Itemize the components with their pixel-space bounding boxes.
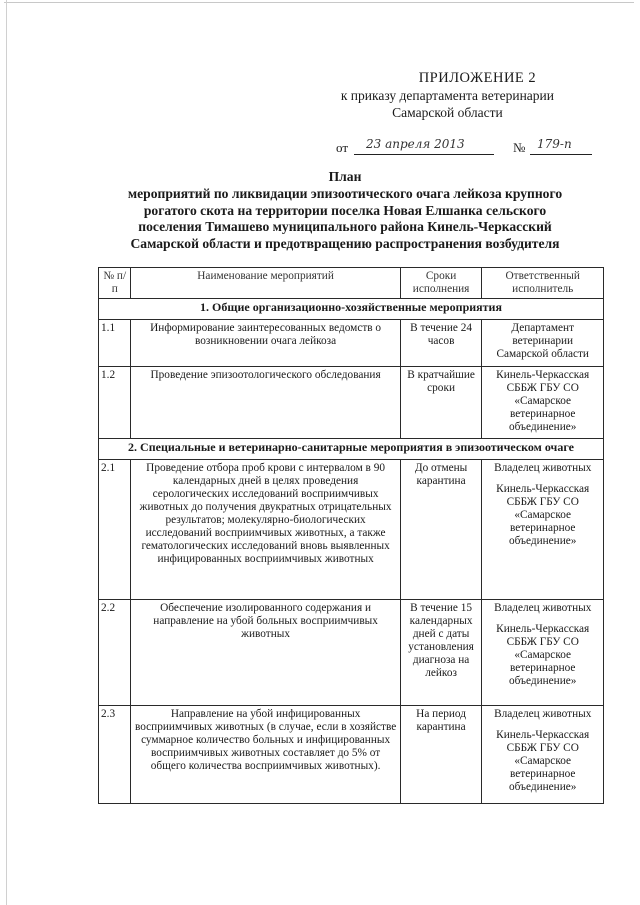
- row-owner: Владелец животных: [494, 602, 592, 614]
- section-row: [99, 299, 604, 320]
- from-label: от: [336, 140, 349, 155]
- row-owner: Владелец животных: [494, 708, 592, 720]
- row-term: В течение 24 часов: [400, 320, 482, 367]
- section-2-title: 2. Специальные и ветеринарно-санитарные мероприятия в эпизоотическом очаге: [99, 439, 604, 460]
- row-term: В течение 15 календарных дней с даты установления диагноза на лейкоз: [400, 600, 482, 706]
- row-name: Проведение отбора проб крови с интервалом в 90 календарных дней в целях проведения серологических исследований восприимчивых животных до получения двукратных отрицательных результатов; молекулярно-биологических исследований восприимчивых животных, а также гематологических исследований вновь выявленных инфицированных восприимчивых животных: [131, 460, 400, 600]
- spacer: [485, 721, 600, 729]
- row-term: До отмены карантина: [400, 460, 482, 600]
- row-number: 2.1: [99, 460, 131, 600]
- row-responsible-org: Кинель-Черкасская СББЖ ГБУ СО «Самарское ветеринарное объединение»: [496, 483, 590, 547]
- spacer: [485, 615, 600, 623]
- row-name: Направление на убой инфицированных восприимчивых животных (в случае, если в хозяйстве суммарное количество больных и инфицированных восприимчивых животных составляет до 5% от общего количества восприимчивых животных).: [131, 706, 400, 804]
- row-number: 2.2: [99, 600, 131, 706]
- row-responsible: Кинель-Черкасская СББЖ ГБУ СО «Самарское ветеринарное объединение»: [482, 367, 604, 439]
- number-underline: [530, 154, 592, 155]
- row-term: В кратчайшие сроки: [400, 367, 482, 439]
- section-row: [99, 439, 604, 460]
- table-row: [99, 706, 604, 804]
- section-1-title: 1. Общие организационно-хозяйственные мероприятия: [99, 299, 604, 320]
- plan-table: [98, 267, 604, 804]
- header-term: Сроки исполнения: [400, 268, 482, 299]
- date-underline: [354, 154, 494, 155]
- document-title: [90, 169, 600, 253]
- table-row: [99, 460, 604, 600]
- row-number: 2.3: [99, 706, 131, 804]
- page-top-edge: [4, 2, 634, 3]
- header-name: Наименование мероприятий: [131, 268, 400, 299]
- appendix-header: [341, 70, 554, 121]
- title-line-2: мероприятий по ликвидации эпизоотического очага лейкоза крупного: [127, 185, 563, 201]
- title-line-4: поселения Тимашево муниципального района Кинель-Черкасский: [138, 219, 552, 235]
- table-row: [99, 600, 604, 706]
- table-header-row: [99, 268, 604, 299]
- spacer: [485, 475, 600, 483]
- row-responsible: [482, 600, 604, 706]
- header-responsible: Ответственный исполнитель: [482, 268, 604, 299]
- row-owner: Владелец животных: [494, 462, 592, 474]
- appendix-line3: Самарской области: [392, 105, 503, 120]
- handwritten-date: 23 апреля 2013: [366, 137, 465, 151]
- appendix-line2: к приказу департамента ветеринарии: [340, 88, 554, 103]
- row-responsible: [482, 706, 604, 804]
- title-line-5: Самарской области и предотвращению распространения возбудителя: [130, 236, 560, 252]
- handwritten-number: 179-п: [537, 137, 572, 151]
- row-name: Обеспечение изолированного содержания и направление на убой больных восприимчивых животных: [131, 600, 400, 706]
- row-responsible-org: Кинель-Черкасская СББЖ ГБУ СО «Самарское ветеринарное объединение»: [496, 623, 590, 687]
- header-number: № п/п: [99, 268, 131, 299]
- title-line-1: План: [328, 169, 362, 184]
- row-term: На период карантина: [400, 706, 482, 804]
- row-name: Информирование заинтересованных ведомств о возникновении очага лейкоза: [131, 320, 400, 367]
- table-row: [99, 320, 604, 367]
- row-name: Проведение эпизоотологического обследования: [131, 367, 400, 439]
- row-number: 1.1: [99, 320, 131, 367]
- number-label: №: [513, 140, 526, 155]
- row-responsible: [482, 460, 604, 600]
- title-line-3: рогатого скота на территории поселка Новая Елшанка сельского: [143, 202, 547, 218]
- row-responsible: Департамент ветеринарии Самарской области: [482, 320, 604, 367]
- row-responsible-org: Кинель-Черкасская СББЖ ГБУ СО «Самарское ветеринарное объединение»: [496, 729, 590, 793]
- page-left-edge: [6, 0, 7, 905]
- row-number: 1.2: [99, 367, 131, 439]
- table-row: [99, 367, 604, 439]
- appendix-title: ПРИЛОЖЕНИЕ 2: [418, 70, 537, 86]
